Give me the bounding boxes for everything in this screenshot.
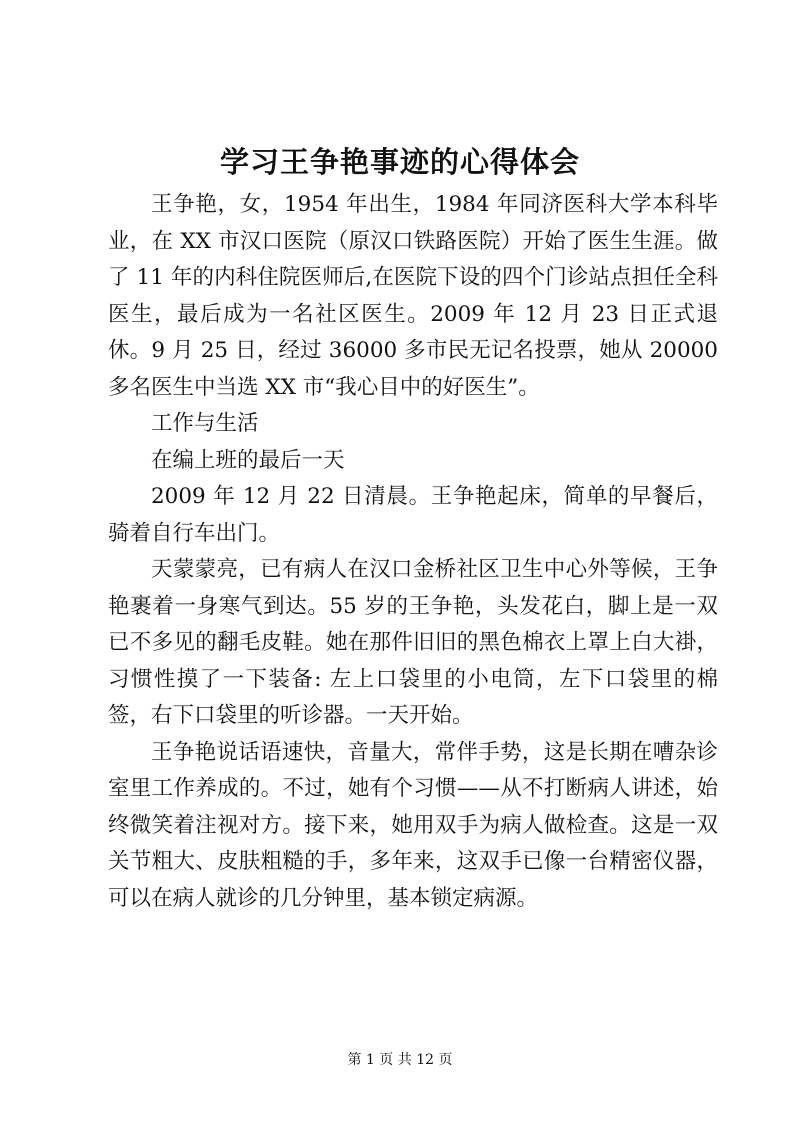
page-number-footer: 第 1 页 共 12 页 — [347, 1052, 453, 1068]
page-title: 学习王争艳事迹的心得体会 — [219, 145, 580, 179]
paragraph-intro: 王争艳，女，1954 年出生，1984 年同济医科大学本科毕业，在 XX 市汉口医院（原汉口铁路医院）开始了医生生涯。做了 11 年的内科住院医师后,在医院下设的四个门诊站点担任全科医生，最后成为一名社区医生。2009 年 12 月 23 日正式退休。9 月 25 日，经过 36000 多市民无记名投票，她从 20000 多名医生中当选 XX 市“我心目中的好医生”。 — [108, 192, 718, 400]
paragraph-arrival: 天蒙蒙亮，已有病人在汉口金桥社区卫生中心外等候，王争艳裹着一身寒气到达。55 岁的王争艳，头发花白，脚上是一双已不多见的翻毛皮鞋。她在那件旧旧的黑色棉衣上罩上白大褂，习惯性摸了一下装备: 左上口袋里的小电筒，左下口袋里的棉签，右下口袋里的听诊器。一天开始。 — [108, 557, 718, 728]
paragraph-morning: 2009 年 12 月 22 日清晨。王争艳起床，简单的早餐后，骑着自行车出门。 — [108, 484, 718, 546]
section-heading-work-life: 工作与生活 — [151, 411, 259, 436]
document-body — [108, 187, 718, 917]
section-subheading-last-day: 在编上班的最后一天 — [151, 447, 345, 473]
paragraph-work-style: 王争艳说话语速快，音量大，常伴手势，这是长期在嘈杂诊室里工作养成的。不过，她有个习惯——从不打断病人讲述，始终微笑着注视对方。接下来，她用双手为病人做检查。这是一双关节粗大、皮肤粗糙的手，多年来，这双手已像一台精密仪器，可以在病人就诊的几分钟里，基本锁定病源。 — [108, 739, 718, 911]
